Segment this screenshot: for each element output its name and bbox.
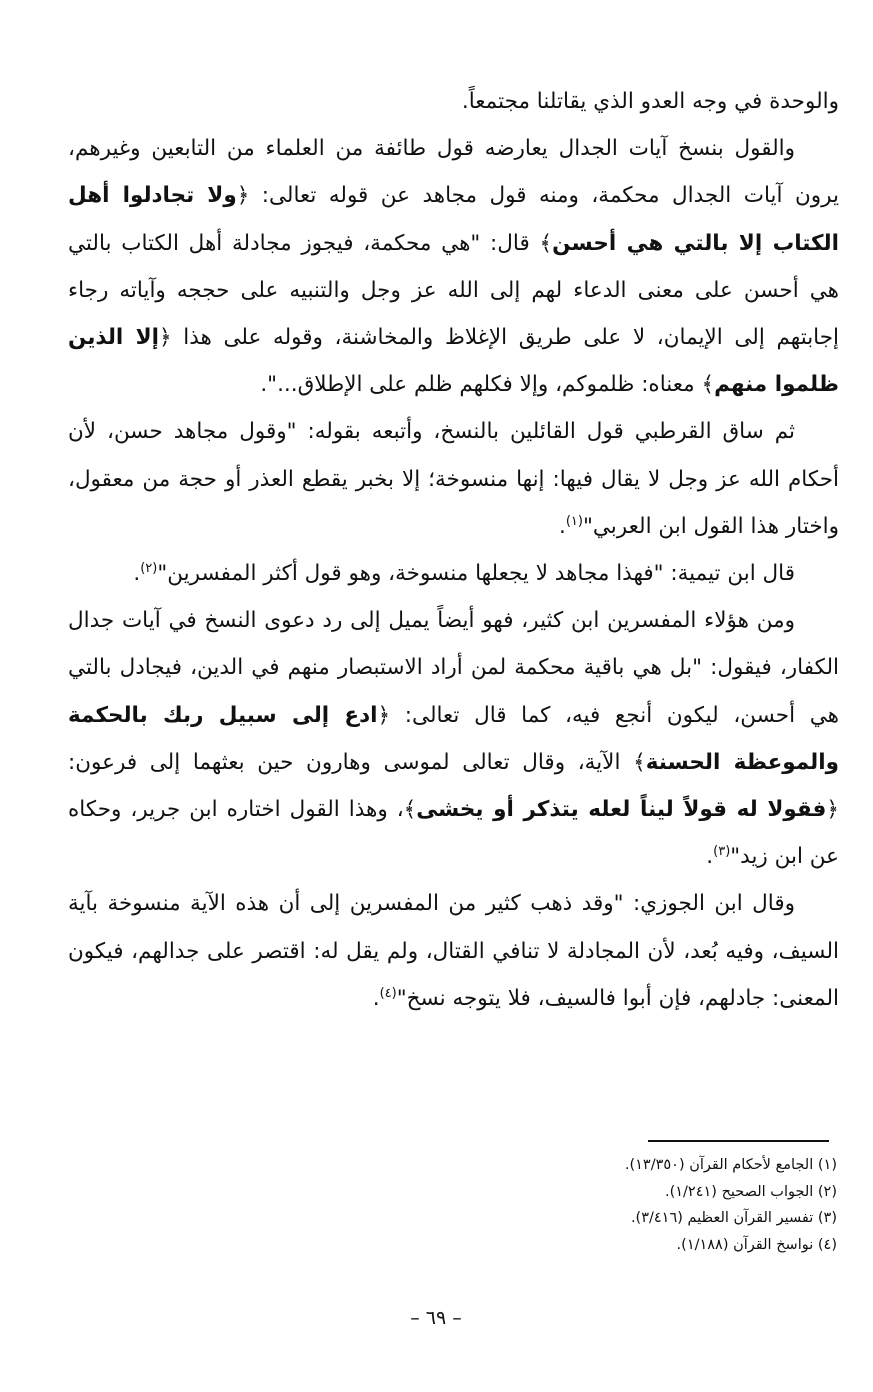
quran-verse: ادع إلى سبيل ربك بالحكمة والموعظة الحسنة bbox=[68, 702, 839, 775]
body-text bbox=[68, 78, 839, 1022]
footnote: (١) الجامع لأحكام القرآن (١٣/٣٥٠). bbox=[624, 1157, 837, 1173]
text-run: والوحدة في وجه العدو الذي يقاتلنا مجتمعاً. bbox=[461, 89, 839, 114]
footnote: (٤) نواسخ القرآن (١/١٨٨). bbox=[676, 1236, 837, 1253]
quran-verse: إلا الذين ظلموا منهم bbox=[68, 325, 839, 398]
footnote: (٢) الجواب الصحيح (١/٢٤١). bbox=[664, 1183, 837, 1200]
text-run: قال ابن تيمية: "فهذا مجاهد لا يجعلها منسوخة، وهو قول أكثر المفسرين" bbox=[157, 561, 795, 587]
paragraph bbox=[68, 78, 839, 125]
page-number: – ٦٩ – bbox=[410, 1307, 462, 1329]
text-run: الآية، وقال تعالى لموسى وهارون حين بعثهما إلى فرعون: bbox=[68, 749, 634, 775]
text-run: ، وهذا القول اختاره ابن جرير، وحكاه عن ابن زيد" bbox=[68, 797, 839, 870]
footnote-ref: (٣) bbox=[713, 844, 731, 860]
paragraph bbox=[68, 550, 839, 597]
text-run: . bbox=[372, 985, 380, 1011]
quran-verse: ولا تجادلوا أهل الكتاب إلا بالتي هي أحسن bbox=[68, 183, 839, 256]
paragraph bbox=[68, 597, 839, 880]
quran-verse: فقولا له قولاً ليناً لعله يتذكر أو يخشى bbox=[416, 797, 827, 823]
text-run: ثم ساق القرطبي قول القائلين بالنسخ، وأتبعه بقوله: "وقول مجاهد حسن، لأن أحكام الله عز وجل لا يقال فيها: إنها منسوخة؛ إلا بخبر يقطع العذر أو حجة من معقول، واختار هذا القول ابن العربي" bbox=[68, 419, 839, 539]
text-run: . bbox=[706, 844, 714, 870]
quran-bracket: ﴿ bbox=[236, 183, 250, 209]
footnote-ref: (٤) bbox=[379, 985, 397, 1001]
text-run: معناه: ظلموكم، وإلا فكلهم ظلم على الإطلاق...". bbox=[260, 372, 702, 398]
paragraph bbox=[68, 125, 839, 408]
quran-bracket: ﴿ bbox=[377, 702, 391, 728]
quran-bracket: ﴾ bbox=[701, 372, 715, 398]
text-run: والقول بنسخ آيات الجدال يعارضه قول طائفة من العلماء من التابعين وغيرهم، يرون آيات الجدال محكمة، ومنه قول مجاهد عن قوله تعالى: bbox=[68, 136, 839, 209]
text-run: وقال ابن الجوزي: "وقد ذهب كثير من المفسرين إلى أن هذه الآية منسوخة بآية السيف، وفيه بُعد، لأن المجادلة لا تنافي القتال، ولم يقل له: اقتصر على جدالهم، فيكون المعنى: جادلهم، فإن أبوا فالسيف، فلا يتوجه نسخ" bbox=[68, 891, 839, 1011]
footnote: (٣) تفسير القرآن العظيم (٣/٤١٦). bbox=[630, 1210, 837, 1226]
quran-bracket: ﴾ bbox=[633, 749, 646, 775]
paragraph bbox=[68, 408, 839, 550]
text-run: . bbox=[133, 561, 141, 587]
text-run: . bbox=[559, 513, 566, 539]
quran-bracket: ﴾ bbox=[403, 797, 417, 823]
text-run: قال: "هي محكمة، فيجوز مجادلة أهل الكتاب بالتي هي أحسن على معنى الدعاء لهم إلى الله عز وجل والتنبيه على حججه وآياته رجاء إجابتهم إلى الإيمان، لا على طريق الإغلاظ والمخاشنة، وقوله على هذا bbox=[68, 230, 839, 351]
footnote-ref: (٢) bbox=[140, 560, 158, 576]
paragraph bbox=[68, 880, 839, 1022]
text-run: ومن هؤلاء المفسرين ابن كثير، فهو أيضاً يميل إلى رد دعوى النسخ في آيات جدال الكفار، فيقول: "بل هي باقية محكمة لمن أراد الاستبصار منهم في الدين، فيجادل بالتي هي أحسن، ليكون أنجع فيه، كما قال تعالى: bbox=[68, 608, 839, 728]
quran-bracket: ﴿ bbox=[158, 325, 172, 351]
footnote-separator bbox=[648, 1140, 829, 1142]
quran-bracket: ﴾ bbox=[539, 230, 553, 256]
quran-bracket: ﴿ bbox=[826, 797, 839, 823]
footnote-ref: (١) bbox=[565, 513, 583, 529]
footnotes bbox=[400, 1152, 837, 1258]
